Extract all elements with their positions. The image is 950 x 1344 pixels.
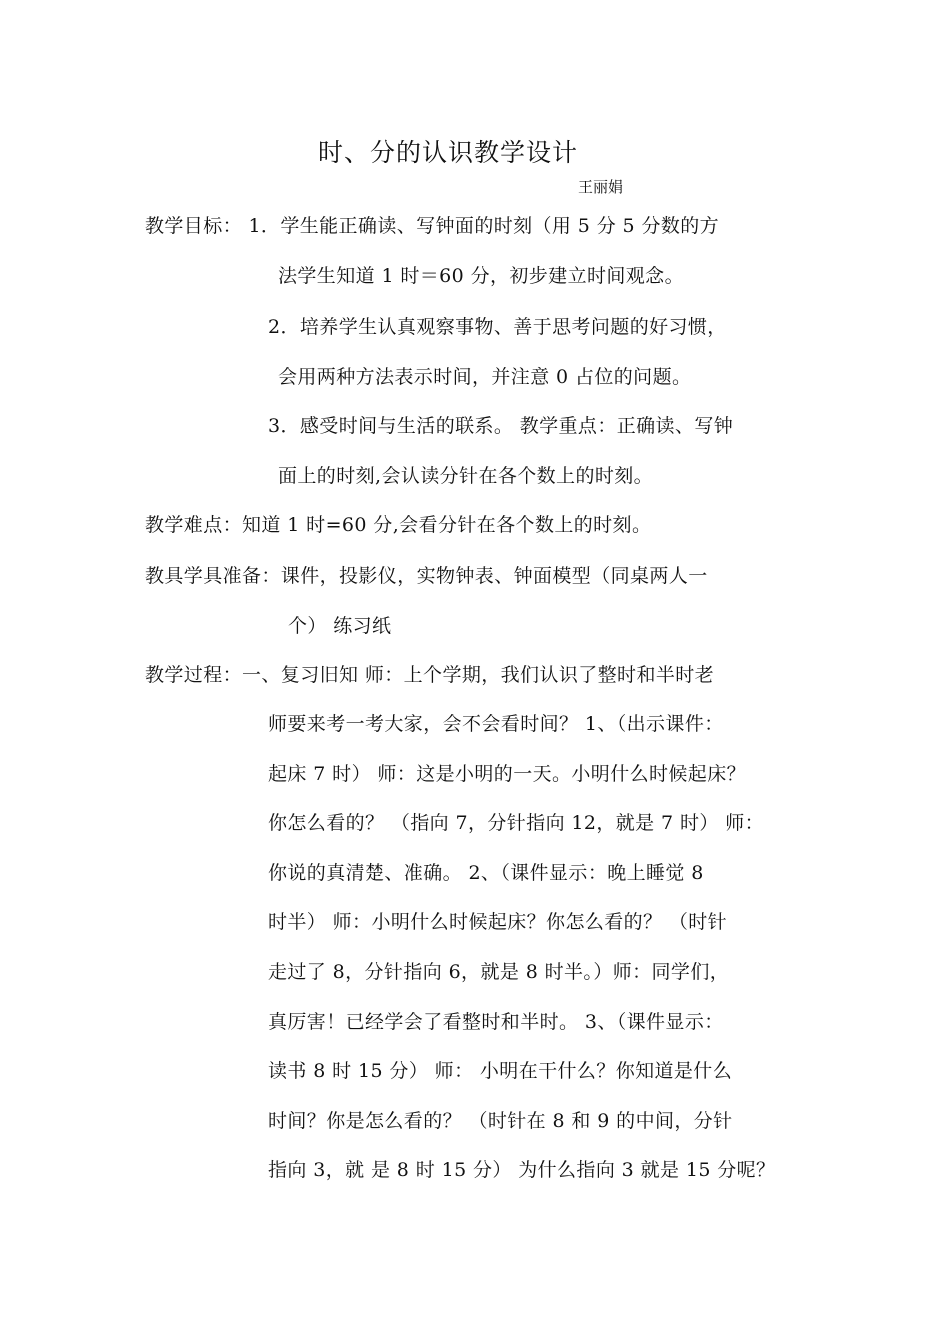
text-line: 走过了 8，分针指向 6，就是 8 时半。）师：同学们，: [268, 961, 730, 983]
text-line: 2．培养学生认真观察事物、善于思考问题的好习惯，: [268, 316, 727, 338]
text-line: 教具学具准备：课件，投影仪，实物钟表、钟面模型（同桌两人一: [145, 565, 708, 587]
text-line: 真厉害！已经学会了看整时和半时。 3、（课件显示：: [268, 1011, 724, 1033]
document-author: 王丽娟: [578, 178, 624, 196]
text-line: 时间？你是怎么看的？ （时针在 8 和 9 的中间，分针: [268, 1110, 733, 1132]
text-line: 你说的真清楚、准确。 2、（课件显示：晚上睡觉 8: [268, 862, 704, 884]
text-line: 会用两种方法表示时间，并注意 0 占位的问题。: [278, 366, 692, 388]
text-line: 起床 7 时） 师：这是小明的一天。小明什么时候起床？: [268, 763, 747, 785]
document-title: 时、分的认识教学设计: [318, 138, 579, 167]
text-line: 教学难点：知道 1 时=60 分,会看分针在各个数上的时刻。: [145, 514, 652, 536]
text-line: 面上的时刻,会认读分针在各个数上的时刻。: [278, 465, 654, 487]
text-line: 3．感受时间与生活的联系。 教学重点：正确读、写钟: [268, 415, 734, 437]
text-line: 指向 3，就 是 8 时 15 分） 为什么指向 3 就是 15 分呢？: [268, 1159, 776, 1181]
text-line: 师要来考一考大家，会不会看时间？ 1、（出示课件：: [268, 713, 724, 735]
text-line: 你怎么看的？ （指向 7，分针指向 12，就是 7 时） 师：: [268, 812, 764, 834]
text-line: 时半） 师：小明什么时候起床？你怎么看的？ （时针: [268, 911, 728, 933]
text-line: 读书 8 时 15 分） 师： 小明在干什么？你知道是什么: [268, 1060, 733, 1082]
text-line: 个） 练习纸: [288, 615, 392, 637]
text-line: 教学过程：一、复习旧知 师：上个学期，我们认识了整时和半时老: [145, 664, 715, 686]
text-line: 教学目标： 1．学生能正确读、写钟面的时刻（用 5 分 5 分数的方: [145, 215, 720, 237]
text-line: 法学生知道 1 时＝60 分，初步建立时间观念。: [278, 265, 684, 287]
